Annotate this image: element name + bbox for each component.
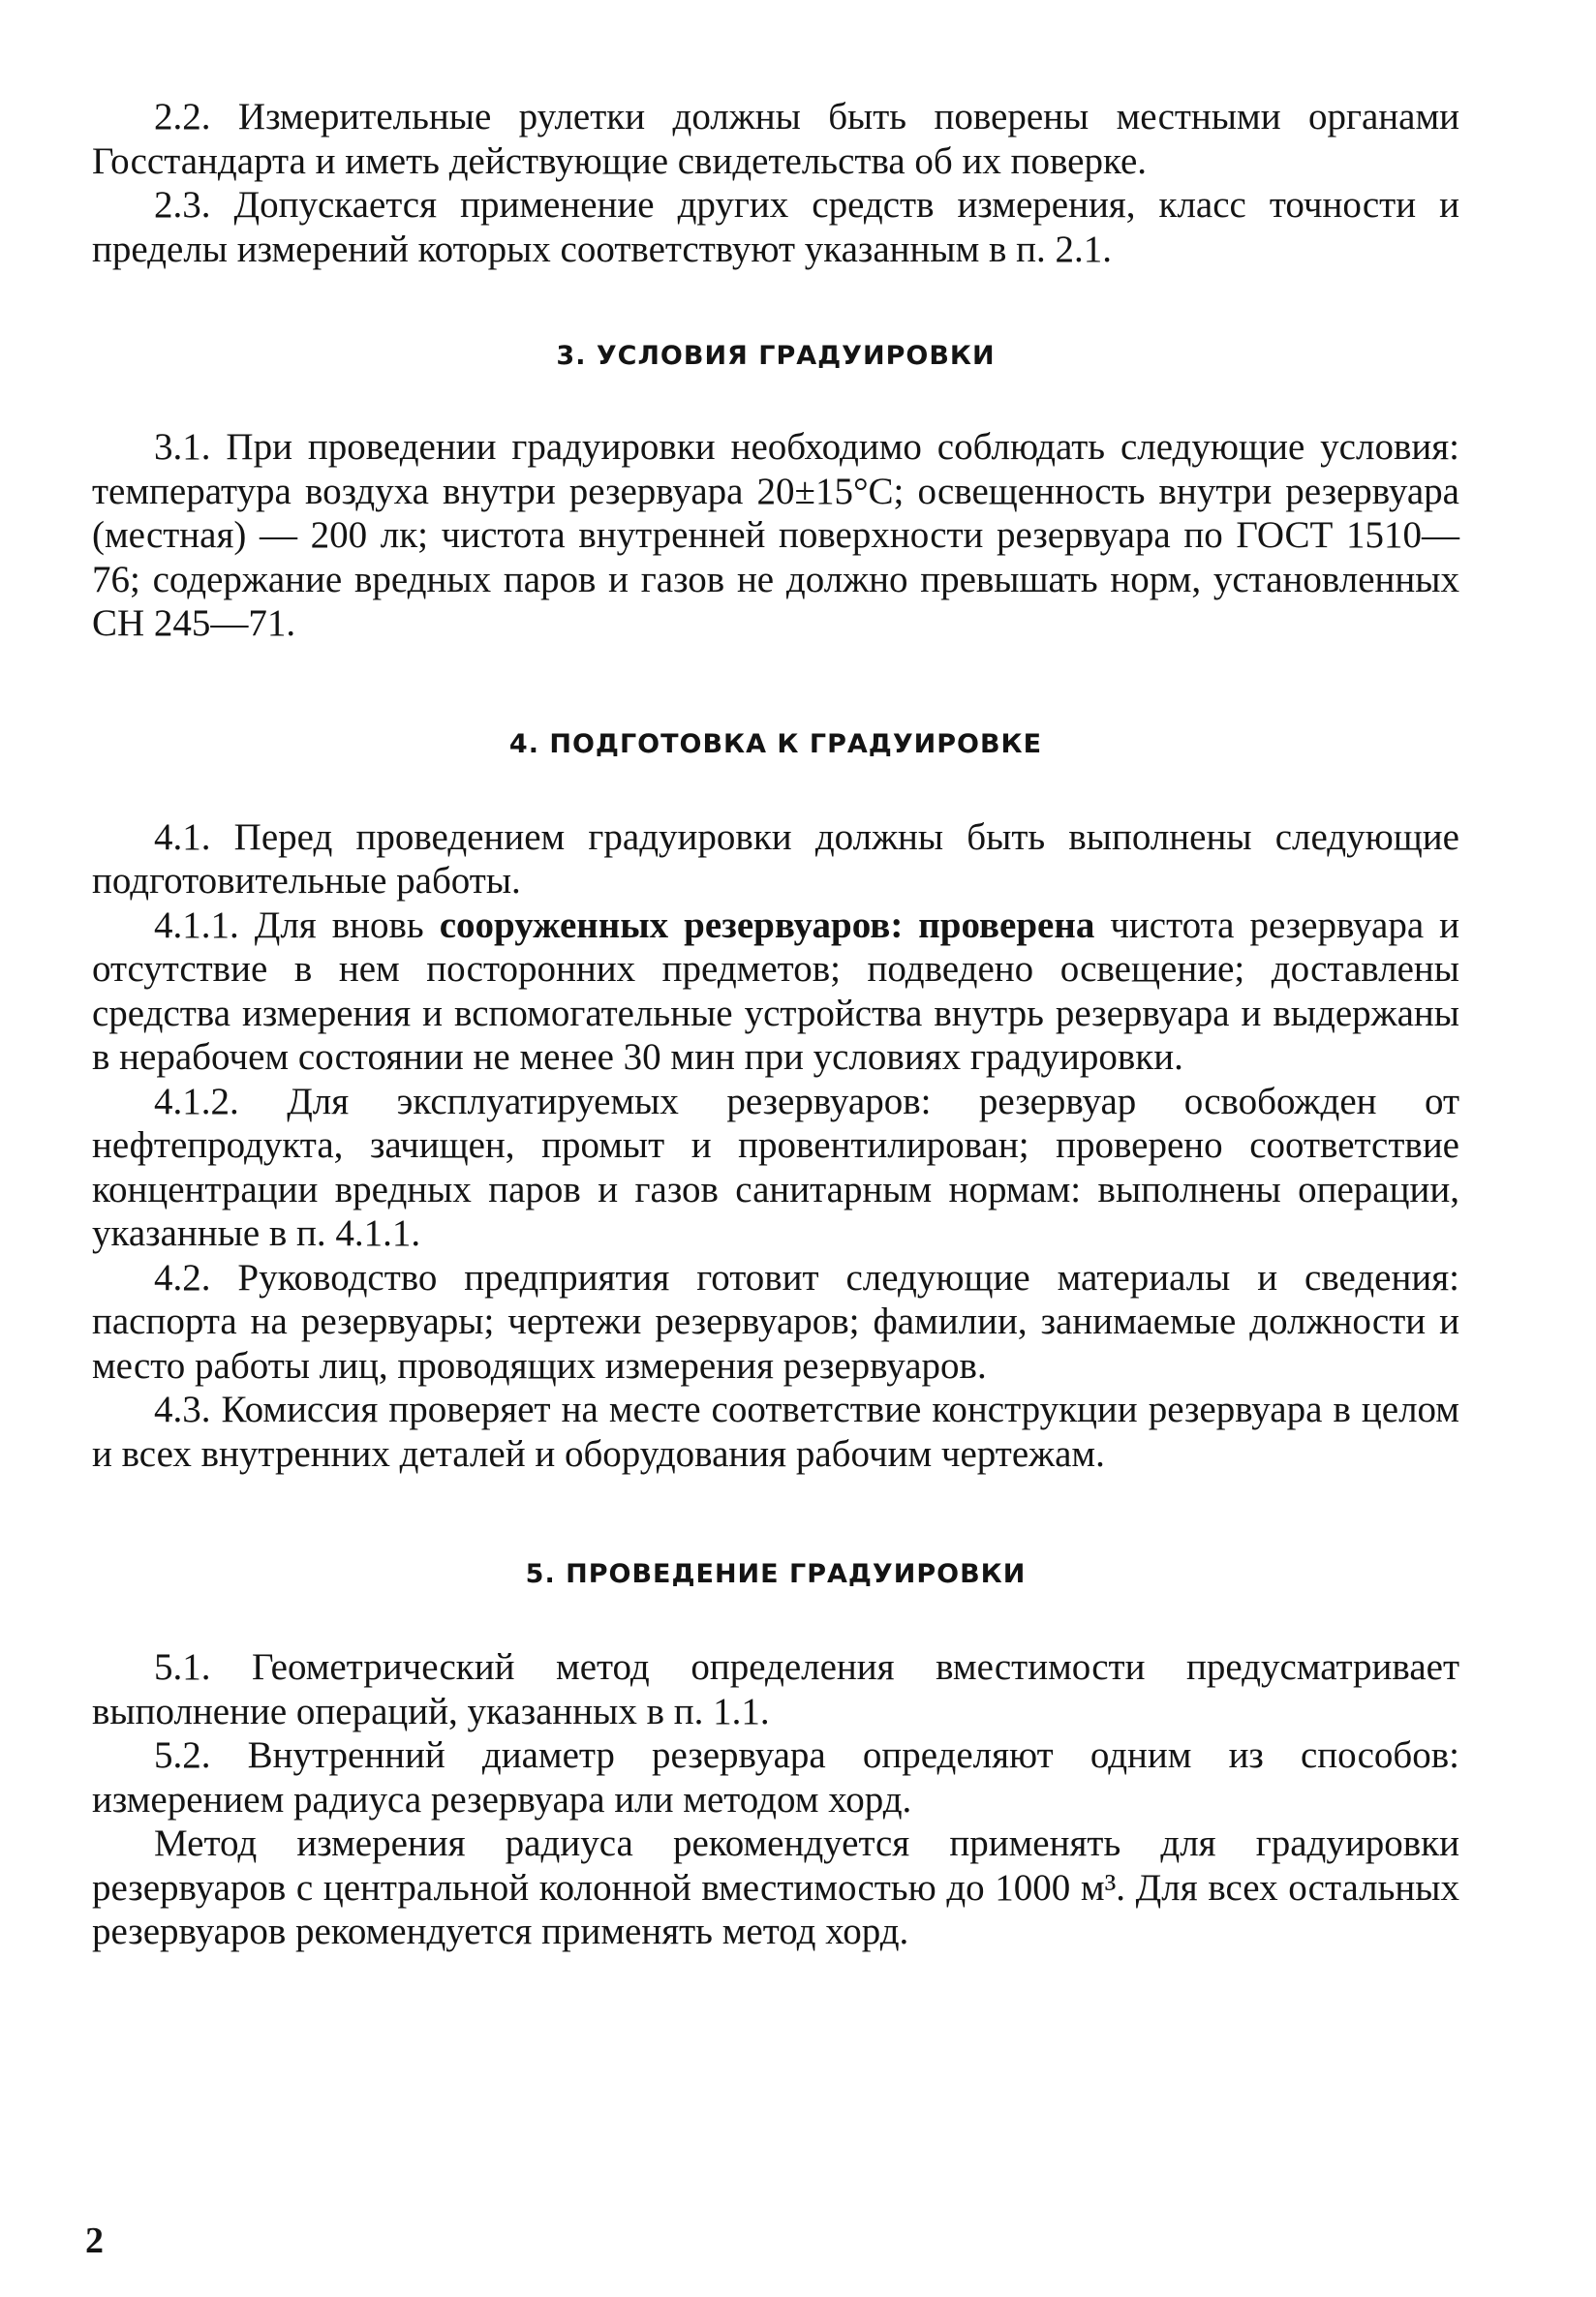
paragraph-5-1: 5.1. Геометрический метод определения вместимости предусматривает выполнение операций, указанных в п. 1.1. [92, 1646, 1459, 1732]
paragraph-4-1-1-rest: чистота резервуара и отсутствие в нем посторонних предметов; подведено освещение; доставлены средства измерения и вспомогательные устройства внутрь резервуара и выдержаны в нерабочем состоянии не менее 30 мин при условиях градуировки. [92, 903, 1459, 1078]
paragraph-4-2: 4.2. Руководство предприятия готовит следующие материалы и сведения: паспорта на резервуары; чертежи резервуаров; фамилии, занимаемые должности и место работы лиц, проводящих измерения резервуаров. [92, 1256, 1459, 1387]
paragraph-2-2: 2.2. Измерительные рулетки должны быть поверены местными органами Госстандарта и иметь действующие свидетельства об их поверке. [92, 96, 1459, 182]
paragraph-3-1: 3.1. При проведении градуировки необходимо соблюдать следующие условия: температура воздуха внутри резервуара 20±15°С; освещенность внутри резервуара (местная) — 200 лк; чистота внутренней поверхности резервуара по ГОСТ 1510—76; содержание вредных паров и газов не должно превышать норм, установленных СН 245—71. [92, 426, 1459, 644]
paragraph-4-1-1-lead: 4.1.1. Для вновь [154, 903, 440, 946]
paragraph-4-3: 4.3. Комиссия проверяет на месте соответствие конструкции резервуара в целом и всех внутренних деталей и оборудования рабочим чертежам. [92, 1389, 1459, 1475]
section-heading-3: 3. УСЛОВИЯ ГРАДУИРОВКИ [556, 341, 996, 371]
paragraph-2-3: 2.3. Допускается применение других средств измерения, класс точности и пределы измерений которых соответствуют указанным в п. 2.1. [92, 184, 1459, 270]
paragraph-4-1-1-bold: сооруженных резервуаров: проверена [439, 903, 1095, 946]
page-number: 2 [85, 2220, 104, 2261]
paragraph-4-1-2: 4.1.2. Для эксплуатируемых резервуаров: резервуар освобожден от нефтепродукта, зачищен, промыт и провентилирован; проверено соответствие концентрации вредных паров и газов санитарным нормам: выполнены операции, указанные в п. 4.1.1. [92, 1080, 1459, 1254]
section-heading-5: 5. ПРОВЕДЕНИЕ ГРАДУИРОВКИ [525, 1559, 1027, 1589]
section-heading-4: 4. ПОДГОТОВКА К ГРАДУИРОВКЕ [508, 728, 1043, 759]
document-page [92, 95, 1459, 1954]
paragraph-5-2: 5.2. Внутренний диаметр резервуара определяют одним из способов: измерением радиуса резервуара или методом хорд. [92, 1734, 1459, 1821]
paragraph-4-1-1 [92, 903, 1459, 1080]
paragraph-4-1: 4.1. Перед проведением градуировки должны быть выполнены следующие подготовительные работы. [92, 815, 1459, 902]
paragraph-5-2-method: Метод измерения радиуса рекомендуется применять для градуировки резервуаров с центральной колонной вместимостью до 1000 м³. Для всех остальных резервуаров рекомендуется применять метод хорд. [92, 1822, 1459, 1952]
